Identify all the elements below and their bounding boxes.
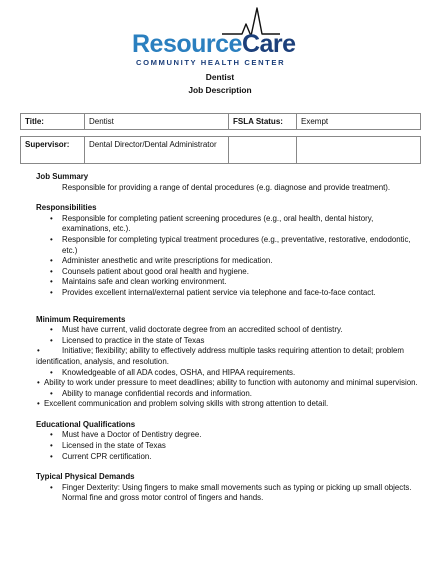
flsa-status-value: Exempt — [297, 114, 421, 130]
responsibilities-heading: Responsibilities — [36, 203, 97, 213]
document-title: Dentist — [205, 72, 235, 82]
list-item: • Responsible for completing typical treatment procedures (e.g., preventative, restorative, endodontic, etc.) — [36, 235, 418, 256]
list-item: • Licensed to practice in the state of Texas — [36, 336, 418, 347]
list-item: • Excellent communication and problem solving skills with strong attention to detail. — [36, 399, 418, 410]
table-row — [21, 114, 421, 130]
list-item: • Finger Dexterity: Using fingers to make small movements such as typing or picking up small objects. Normal fine and gross motor control of fingers and hands. — [36, 483, 418, 504]
list-item: • Current CPR certification. — [36, 452, 418, 463]
educational-qualifications-list — [36, 430, 418, 462]
list-item: • Administer anesthetic and write prescriptions for medication. — [36, 256, 418, 267]
list-item: • Licensed in the state of Texas — [36, 441, 418, 452]
educational-qualifications-heading: Educational Qualifications — [36, 419, 136, 429]
title-label: Title: — [21, 114, 85, 130]
job-summary-heading: Job Summary — [36, 172, 89, 181]
job-description-body — [36, 172, 418, 504]
responsibilities-list — [36, 214, 418, 299]
job-summary-text: Responsible for providing a range of dental procedures (e.g. diagnose and provide treatment). — [62, 182, 391, 192]
list-item: • Provides excellent internal/external patient service via telephone and face-to-face contact. — [36, 288, 418, 299]
physical-demands-list — [36, 483, 418, 504]
logo-wordmark-part1: Resource — [132, 30, 242, 58]
minimum-requirements-heading: Minimum Requirements — [36, 314, 126, 324]
empty-cell — [229, 137, 297, 164]
list-item: • Initiative; flexibility; ability to effectively address multiple tasks requiring attention to detail; problem identification, analysis, and resolution. — [36, 346, 418, 367]
list-item: • Maintains safe and clean working environment. — [36, 277, 418, 288]
supervisor-label: Supervisor: — [21, 137, 85, 164]
list-item: • Responsible for completing patient screening procedures (e.g., oral health, dental history, examinations, etc.). — [36, 214, 418, 235]
list-item: • Must have a Doctor of Dentistry degree. — [36, 430, 418, 441]
supervisor-value: Dental Director/Dental Administrator — [85, 137, 229, 164]
physical-demands-heading: Typical Physical Demands — [36, 472, 135, 482]
list-item: • Counsels patient about good oral health and hygiene. — [36, 267, 418, 278]
minimum-requirements-list — [36, 325, 418, 410]
list-item: • Must have current, valid doctorate degree from an accredited school of dentistry. — [36, 325, 418, 336]
document-subtitle: Job Description — [188, 85, 252, 95]
logo-subtitle: COMMUNITY HEALTH CENTER — [136, 58, 286, 67]
table-row — [21, 137, 421, 164]
job-info-table — [20, 113, 421, 164]
list-item: • Ability to work under pressure to meet deadlines; ability to function with autonomy and minimal supervision. — [36, 378, 418, 389]
logo-wordmark-part2: Care — [241, 30, 296, 58]
empty-cell — [297, 137, 421, 164]
list-item: • Knowledgeable of all ADA codes, OSHA, and HIPAA requirements. — [36, 368, 418, 379]
logo-wordmark — [132, 32, 296, 57]
list-item: • Ability to manage confidential records and information. — [36, 389, 418, 400]
table-spacer-row — [21, 130, 421, 137]
flsa-status-label: FSLA Status: — [229, 114, 297, 130]
title-value: Dentist — [85, 114, 229, 130]
resourcecare-logo — [130, 6, 310, 66]
